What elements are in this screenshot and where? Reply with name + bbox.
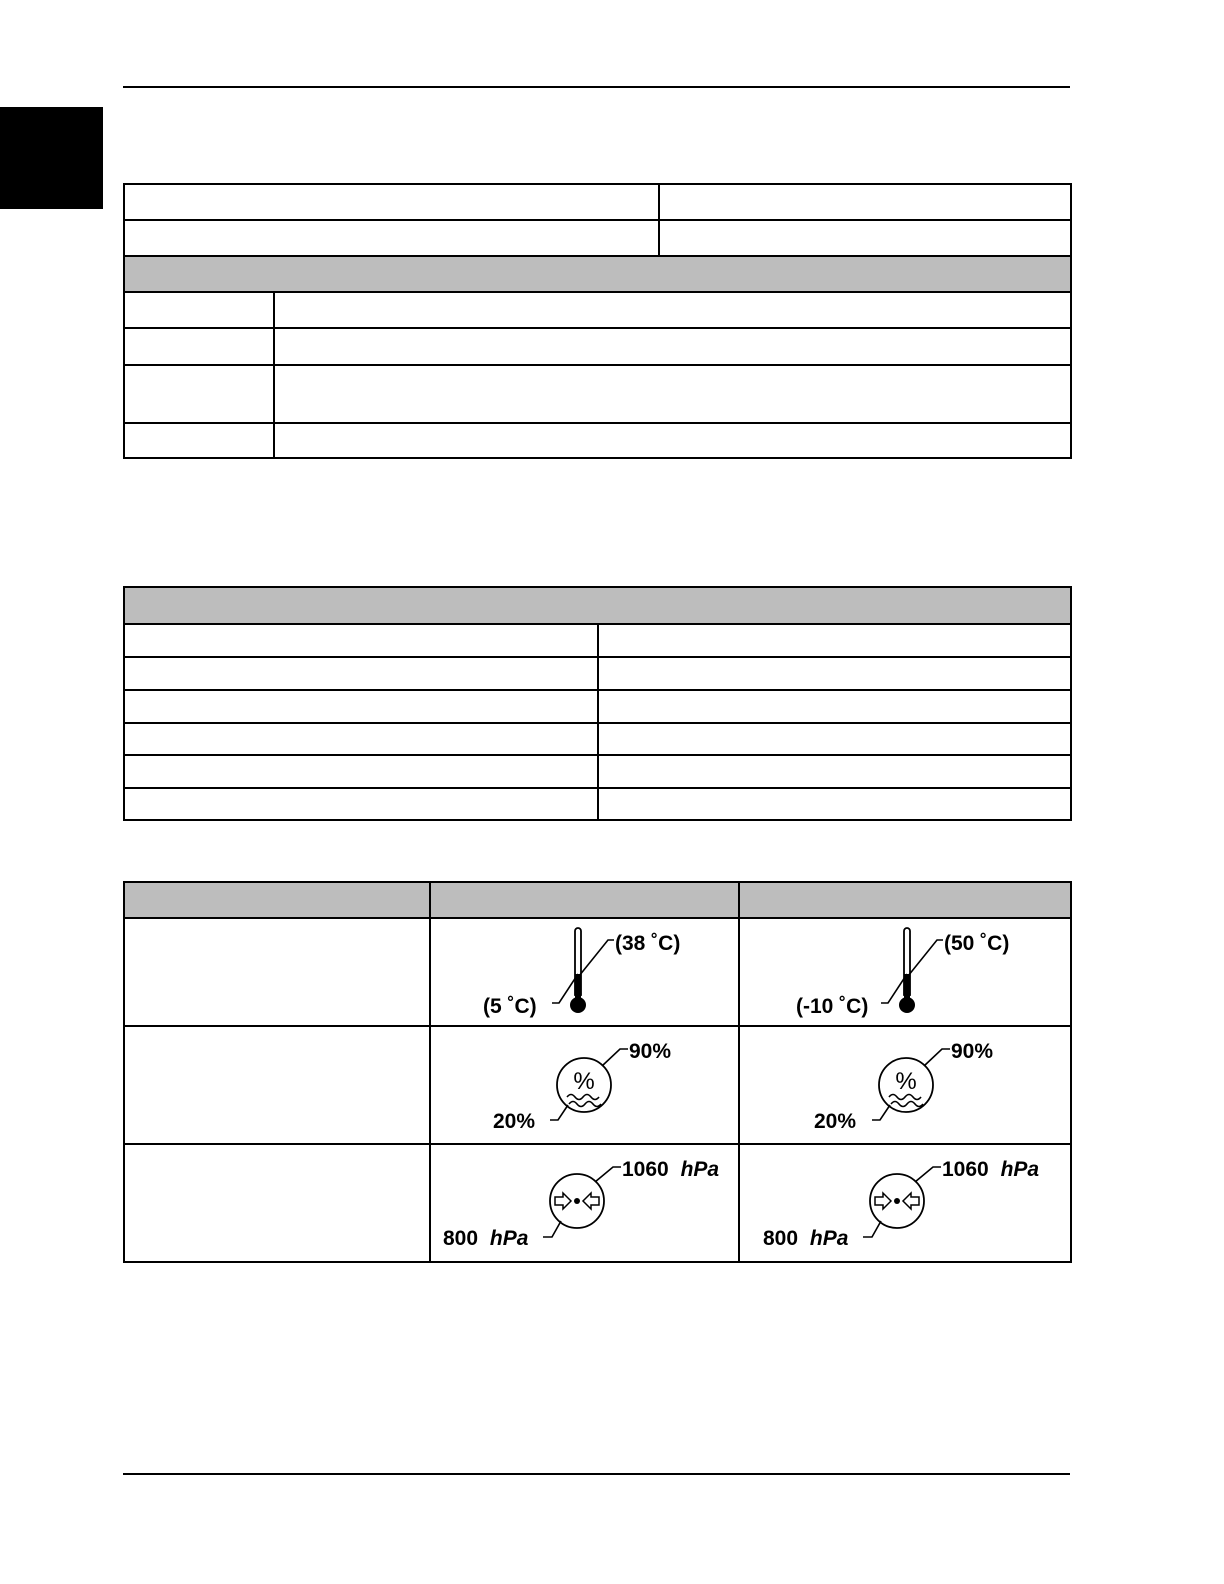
table1-cell [274,365,1071,423]
table2-cell [124,723,598,755]
pressure-operating-high: 1060 [622,1158,669,1181]
temperature-storage-high: (50 ˚C) [944,932,1010,955]
table2-cell [598,755,1071,788]
table1-cell [124,220,659,256]
table2-cell [598,657,1071,690]
table1-cell [274,423,1071,458]
chapter-tab-marker [0,107,103,209]
temperature-operating-low: (5 ˚C) [483,995,537,1018]
env-header-condition [124,882,430,918]
table2-cell [124,690,598,723]
env-header-storage [739,882,1071,918]
env-header-operating [430,882,739,918]
environment-table [123,881,1072,1263]
temperature-operating-cell [430,918,739,1026]
table1-cell [124,292,274,328]
svg-text:%: % [895,1068,917,1095]
svg-text:1060 hPa [942,1158,1039,1181]
humidity-operating-low: 20% [493,1110,536,1133]
pressure-operating-cell [430,1144,739,1262]
table1-cell [659,220,1071,256]
spec-table-2 [123,586,1072,821]
table2-cell [124,755,598,788]
temperature-storage-low: (-10 ˚C) [796,995,869,1018]
pressure-storage-low: 800 [763,1227,799,1250]
table2-cell [598,690,1071,723]
svg-text:800 hPa [443,1227,529,1250]
table1-cell [274,292,1071,328]
pressure-storage-low-unit: hPa [809,1227,849,1250]
table1-cell [124,184,659,220]
pressure-storage-cell [739,1144,1071,1262]
table2-cell [124,657,598,690]
svg-text:1060 hPa [622,1158,719,1181]
svg-text:800 hPa [763,1227,849,1250]
temperature-storage-cell [739,918,1071,1026]
humidity-storage-high: 90% [951,1040,994,1063]
env-row-label-humidity [124,1026,430,1144]
env-row-label-temperature [124,918,430,1026]
pressure-operating-low-unit: hPa [489,1227,529,1250]
table2-cell [124,788,598,820]
table1-cell [274,328,1071,365]
table1-cell [124,328,274,365]
env-row-label-pressure [124,1144,430,1262]
pressure-operating-high-unit: hPa [680,1158,720,1181]
table2-header-row [124,587,1071,624]
humidity-operating-cell [430,1026,739,1144]
table1-cell [124,365,274,423]
header-rule [123,86,1070,88]
table2-cell [598,788,1071,820]
humidity-storage-cell [739,1026,1071,1144]
humidity-operating-high: 90% [629,1040,672,1063]
table2-cell [598,723,1071,755]
footer-rule [123,1473,1070,1475]
temperature-operating-high: (38 ˚C) [615,932,681,955]
table1-header-row [124,256,1071,292]
pressure-operating-low: 800 [443,1227,479,1250]
table2-cell [598,624,1071,657]
pressure-storage-high-unit: hPa [1000,1158,1040,1181]
table1-cell [124,423,274,458]
table2-cell [124,624,598,657]
pressure-storage-high: 1060 [942,1158,989,1181]
svg-text:%: % [573,1068,595,1095]
spec-table-1 [123,183,1072,459]
table1-cell [659,184,1071,220]
humidity-storage-low: 20% [814,1110,857,1133]
